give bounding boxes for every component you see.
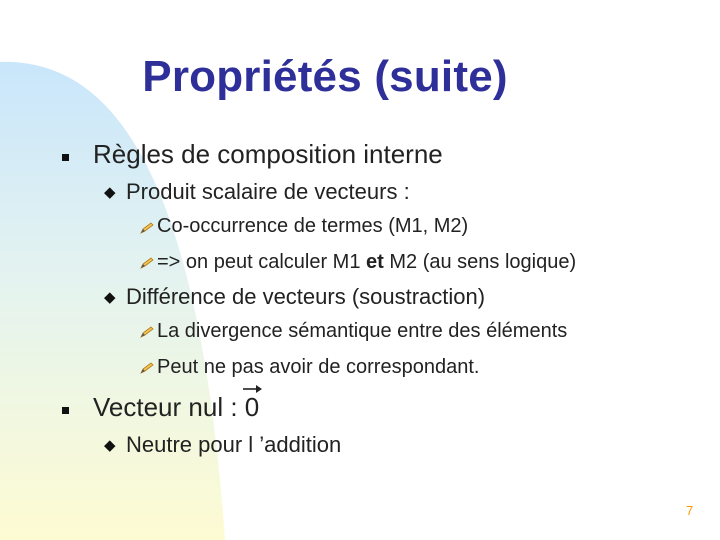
zero-vector (245, 392, 259, 423)
text-segment: M2 (au sens logique) (383, 251, 577, 273)
pen-bullet-icon (140, 326, 154, 338)
page-number: 7 (686, 503, 694, 518)
slide-title: Propriétés (suite) (142, 52, 508, 101)
square-bullet-icon (62, 154, 69, 161)
pen-bullet-icon (140, 257, 154, 269)
bullet-neutral: Neutre pour l ’addition (126, 432, 342, 457)
diamond-bullet-icon: ◆ (104, 437, 116, 454)
text-bold-et: et (366, 251, 384, 273)
bullet-cooccurrence: Co-occurrence de termes (M1, M2) (157, 215, 469, 237)
zero-vector-symbol: 0 (244, 392, 260, 422)
bullet-null-vector (93, 392, 259, 423)
pen-bullet-icon (140, 362, 154, 374)
diamond-bullet-icon: ◆ (104, 184, 116, 201)
bullet-difference: Différence de vecteurs (soustraction) (126, 284, 486, 309)
bullet-rules: Règles de composition interne (93, 139, 443, 169)
square-bullet-icon (62, 407, 69, 414)
bullet-scalar-product: Produit scalaire de vecteurs : (126, 179, 410, 204)
text-segment: => on peut calculer M1 (157, 251, 367, 273)
bullet-no-correspondent: Peut ne pas avoir de correspondant. (157, 356, 480, 378)
bullet-divergence: La divergence sémantique entre des éléments (157, 320, 568, 342)
bullet-calculate-m1 (157, 251, 576, 274)
vector-arrow-icon (241, 383, 263, 393)
null-vector-label: Vecteur nul : (93, 392, 245, 422)
pen-bullet-icon (140, 222, 154, 234)
diamond-bullet-icon: ◆ (104, 289, 116, 306)
